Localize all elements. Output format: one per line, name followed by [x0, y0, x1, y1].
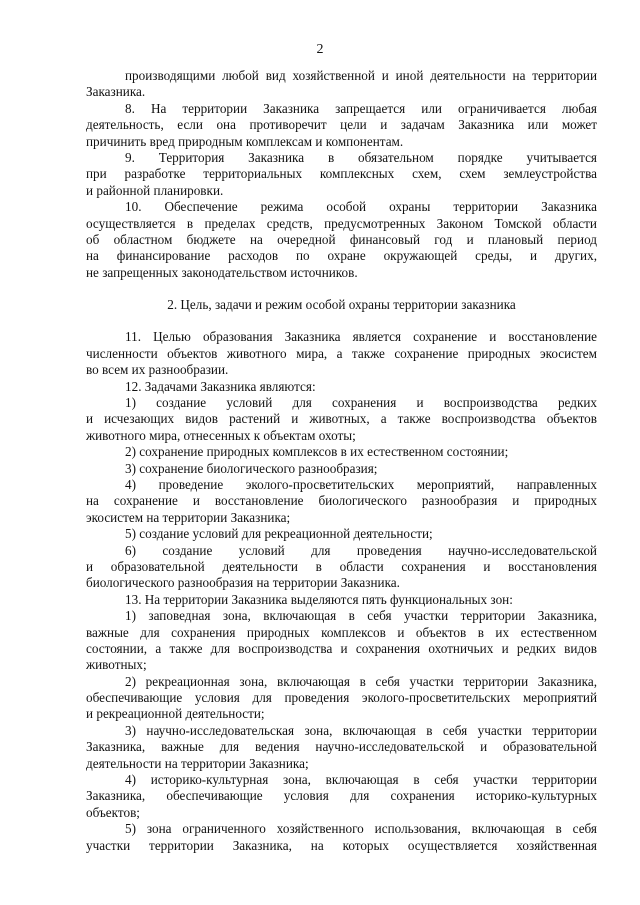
text-line: 12. Задачами Заказника являются: [125, 378, 316, 394]
section-heading: 2. Цель, задачи и режим особой охраны территории заказника [167, 297, 516, 313]
paragraph [86, 674, 597, 723]
text-line: Заказника. [86, 84, 146, 100]
paragraph [86, 150, 597, 199]
paragraph [86, 543, 597, 592]
text-line: животных; [86, 657, 147, 673]
text-line: Заказника, обеспечивающие условия для сохранения историко-культурных [86, 788, 597, 804]
text-line: численности объектов животного мира, а также сохранение природных экосистем [86, 345, 597, 361]
text-line: участки территории Заказника, на которых осуществляется хозяйственная [86, 837, 597, 853]
text-line: 11. Целью образования Заказника является сохранение и восстановление [125, 329, 597, 345]
text-line: 2) сохранение природных комплексов в их естественном состоянии; [125, 444, 509, 460]
paragraph [86, 723, 597, 772]
text-line: биологического разнообразия на территории Заказника. [86, 575, 400, 591]
text-line: 13. На территории Заказника выделяются пять функциональных зон: [125, 591, 513, 607]
text-line: 3) научно-исследовательская зона, включающая в себя участки территории [125, 722, 597, 738]
text-line: 4) историко-культурная зона, включающая в себя участки территории [125, 772, 597, 788]
text-line: 5) создание условий для рекреационной деятельности; [125, 526, 433, 542]
paragraph [86, 379, 597, 395]
text-line: 5) зона ограниченного хозяйственного использования, включающая в себя [125, 821, 597, 837]
text-line: обеспечивающие условия для проведения эколого-просветительских мероприятий [86, 690, 597, 706]
text-line: деятельность, если она противоречит цели и задачам Заказника или может [86, 117, 597, 133]
text-line: осуществляется в пределах средств, предусмотренных Законом Томской области [86, 215, 597, 231]
text-line: причинить вред природным комплексам и компонентам. [86, 133, 404, 149]
paragraph [86, 461, 597, 477]
text-line: 1) создание условий для сохранения и воспроизводства редких [125, 395, 597, 411]
spacer [86, 313, 597, 329]
text-line: и рекреационной деятельности; [86, 706, 265, 722]
text-line: экосистем на территории Заказника; [86, 509, 291, 525]
paragraph [86, 101, 597, 150]
text-line: во всем их разнообразии. [86, 362, 229, 378]
text-line: животного мира, отнесенных к объектам охоты; [86, 427, 356, 443]
text-line: 4) проведение эколого-просветительских мероприятий, направленных [125, 476, 597, 492]
text-line: 2) рекреационная зона, включающая в себя участки территории Заказника, [125, 673, 597, 689]
text-line: 1) заповедная зона, включающая в себя участки территории Заказника, [125, 608, 597, 624]
paragraph [86, 395, 597, 444]
text-line: и районной планировки. [86, 182, 224, 198]
paragraph [86, 477, 597, 526]
paragraph [86, 199, 597, 281]
text-line: 6) создание условий для проведения научно-исследовательской [125, 542, 597, 558]
page-number: 2 [316, 42, 324, 57]
paragraph [86, 772, 597, 821]
paragraph [86, 329, 597, 378]
text-line: Заказника, важные для ведения научно-исследовательской и образовательной [86, 739, 597, 755]
text-line: на сохранение и восстановление биологического разнообразия и природных [86, 493, 597, 509]
text-line: об областном бюджете на очередной финансовый год и плановый период [86, 231, 597, 247]
text-line: 8. На территории Заказника запрещается или ограничивается любая [125, 100, 597, 116]
text-line: не запрещенных законодательством источников. [86, 264, 358, 280]
text-line: на финансирование расходов по охране окружающей среды, и других, [86, 248, 597, 264]
paragraph [86, 444, 597, 460]
text-line: состоянии, а также для воспроизводства и сохранения охотничьих и редких видов [86, 640, 597, 656]
text-line: деятельности на территории Заказника; [86, 755, 309, 771]
text-line: объектов; [86, 804, 140, 820]
text-line: 10. Обеспечение режима особой охраны территории Заказника [125, 199, 597, 215]
text-line: и образовательной деятельности в области сохранения и восстановления [86, 558, 597, 574]
paragraph [86, 821, 597, 854]
spacer [86, 281, 597, 297]
paragraph [86, 68, 597, 101]
paragraph [86, 608, 597, 674]
text-line: важные для сохранения природных комплексов и объектов в их естественном [86, 624, 597, 640]
paragraph [86, 592, 597, 608]
text-line: 3) сохранение биологического разнообразия; [125, 460, 378, 476]
text-line: 9. Территория Заказника в обязательном порядке учитывается [125, 149, 597, 165]
document-body [86, 68, 597, 854]
text-line: при разработке территориальных комплексных схем, схем землеустройства [86, 166, 597, 182]
text-line: производящими любой вид хозяйственной и иной деятельности на территории [125, 68, 597, 83]
paragraph [86, 526, 597, 542]
text-line: и исчезающих видов растений и животных, а также воспроизводства объектов [86, 411, 597, 427]
